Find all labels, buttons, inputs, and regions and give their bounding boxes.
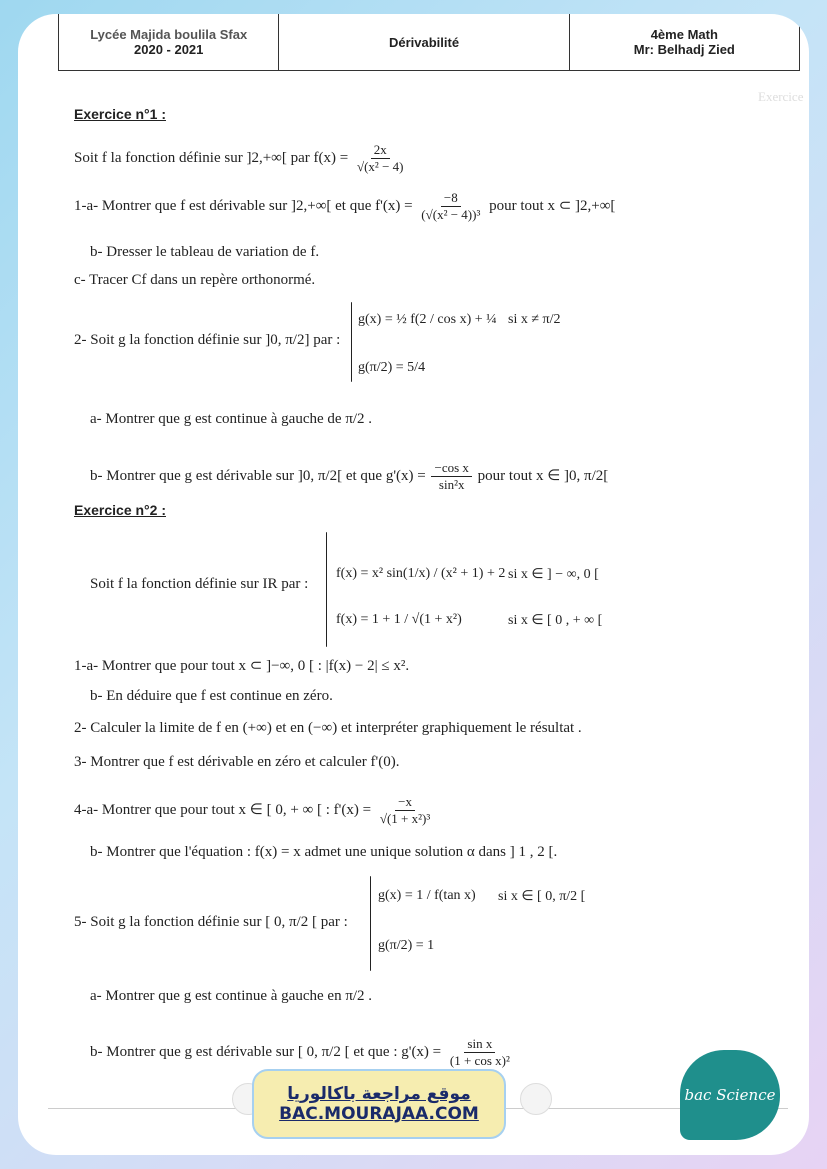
fraction-numerator: −cos x [431, 460, 471, 477]
fraction-numerator: −8 [441, 190, 461, 207]
fraction-denominator: √(1 + x²)³ [379, 811, 431, 826]
ex2-q5a: a- Montrer que g est continue à gauche en π/2 . [90, 988, 373, 1004]
ex2-case1: f(x) = x² sin(1/x) / (x² + 1) + 2 [336, 566, 506, 581]
fraction-numerator: 2x [371, 142, 390, 159]
ex1-q2b-text: b- Montrer que g est dérivable sur ]0, π/2[ et que g'(x) = [90, 467, 426, 484]
ex2-q5b-text: b- Montrer que g est dérivable sur [ 0, π/2 [ et que : g'(x) = [90, 1043, 442, 1060]
ex1-q2-case1: g(x) = ½ f(2 / cos x) + ¼ [358, 312, 497, 327]
site-logo-icon-right [520, 1083, 552, 1115]
ex1-q2b-fraction [431, 460, 471, 493]
ex2-q1b: b- En déduire que f est continue en zéro. [90, 688, 333, 704]
exercise-2-title: Exercice n°2 : [74, 502, 166, 518]
ex2-q5b-fraction [447, 1036, 513, 1069]
ex1-q2b [90, 460, 608, 493]
ex1-q1a-text: 1-a- Montrer que f est dérivable sur ]2,+∞[ et que f'(x) = [74, 197, 413, 214]
ex2-q5-case2: g(π/2) = 1 [378, 938, 435, 953]
ex2-cond1: si x ∈ ] − ∞, 0 [ [508, 567, 599, 582]
ex2-q3: 3- Montrer que f est dérivable en zéro et calculer f'(0). [74, 754, 400, 770]
ex2-cond2: si x ∈ [ 0 , + ∞ [ [508, 613, 603, 628]
ex1-q2-cond1: si x ≠ π/2 [508, 312, 561, 327]
bac-science-logo: bac Science [680, 1050, 780, 1140]
ex2-def-brace [326, 532, 327, 647]
fraction-numerator: −x [395, 794, 415, 811]
ex2-q2: 2- Calculer la limite de f en (+∞) et en (−∞) et interpréter graphiquement le résultat . [74, 720, 582, 736]
ex1-q1c: c- Tracer Cf dans un repère orthonormé. [74, 272, 316, 288]
teacher-name: Mr: Belhadj Zied [633, 42, 735, 57]
fraction-denominator: sin²x [438, 477, 465, 492]
ex1-q2-case2: g(π/2) = 5/4 [358, 360, 426, 375]
ex1-definition [74, 142, 409, 175]
fraction-denominator: √(x² − 4) [356, 159, 404, 174]
site-name-arabic: موقع مراجعة باكالوريا [287, 1084, 471, 1104]
site-url-link[interactable]: BAC.MOURAJAA.COM [279, 1104, 479, 1124]
header-table [58, 14, 800, 71]
ex1-q2: 2- Soit g la fonction définie sur ]0, π/2] par : [74, 332, 341, 348]
ex1-q1a-domain: pour tout x ⊂ ]2,+∞[ [489, 197, 616, 214]
ex2-case2: f(x) = 1 + 1 / √(1 + x²) [336, 612, 462, 627]
ex2-q4b: b- Montrer que l'équation : f(x) = x admet une unique solution α dans ] 1 , 2 [. [90, 844, 558, 860]
fraction-denominator: (1 + cos x)² [449, 1053, 510, 1068]
ex1-q2b-domain: pour tout x ∈ ]0, π/2[ [477, 467, 609, 484]
header-right [570, 14, 799, 70]
ex2-definition: Soit f la fonction définie sur IR par : [90, 576, 309, 592]
header-middle [279, 14, 569, 70]
bleed-through-text: Exercice [758, 89, 804, 104]
ex2-q4a [74, 794, 435, 827]
ex2-q4a-text: 4-a- Montrer que pour tout x ∈ [ 0, + ∞ [ : f'(x) = [74, 801, 372, 818]
ex1-q1a [74, 190, 615, 223]
exercise-1-title: Exercice n°1 : [74, 106, 166, 122]
ex1-q2a: a- Montrer que g est continue à gauche de π/2 . [90, 411, 373, 427]
ex1-q1a-fraction [418, 190, 483, 223]
ex2-q4a-fraction [377, 794, 433, 827]
school-name: Lycée Majida boulila Sfax [90, 27, 248, 42]
ex2-q5-brace [370, 876, 371, 971]
site-badge[interactable] [252, 1069, 506, 1139]
ex2-q5-case1: g(x) = 1 / f(tan x) [378, 888, 476, 903]
level: 4ème Math [650, 27, 718, 42]
header-left [59, 14, 279, 70]
ex1-def-text: Soit f la fonction définie sur ]2,+∞[ par f(x) = [74, 149, 349, 166]
document-frame [18, 14, 809, 1155]
ex1-q2-brace [351, 302, 352, 382]
ex2-q1a: 1-a- Montrer que pour tout x ⊂ ]−∞, 0 [ : |f(x) − 2| ≤ x². [74, 658, 410, 674]
ex2-q5: 5- Soit g la fonction définie sur [ 0, π/2 [ par : [74, 914, 348, 930]
subject-title: Dérivabilité [388, 34, 460, 50]
ex1-def-fraction [354, 142, 407, 175]
fraction-denominator: (√(x² − 4))³ [421, 207, 481, 222]
fraction-numerator: sin x [464, 1036, 495, 1053]
ex1-q1b: b- Dresser le tableau de variation de f. [90, 244, 320, 260]
ex2-q5-cond1: si x ∈ [ 0, π/2 [ [498, 889, 586, 904]
ex2-q5b [90, 1036, 515, 1069]
school-year: 2020 - 2021 [134, 42, 204, 57]
page [18, 14, 809, 1155]
